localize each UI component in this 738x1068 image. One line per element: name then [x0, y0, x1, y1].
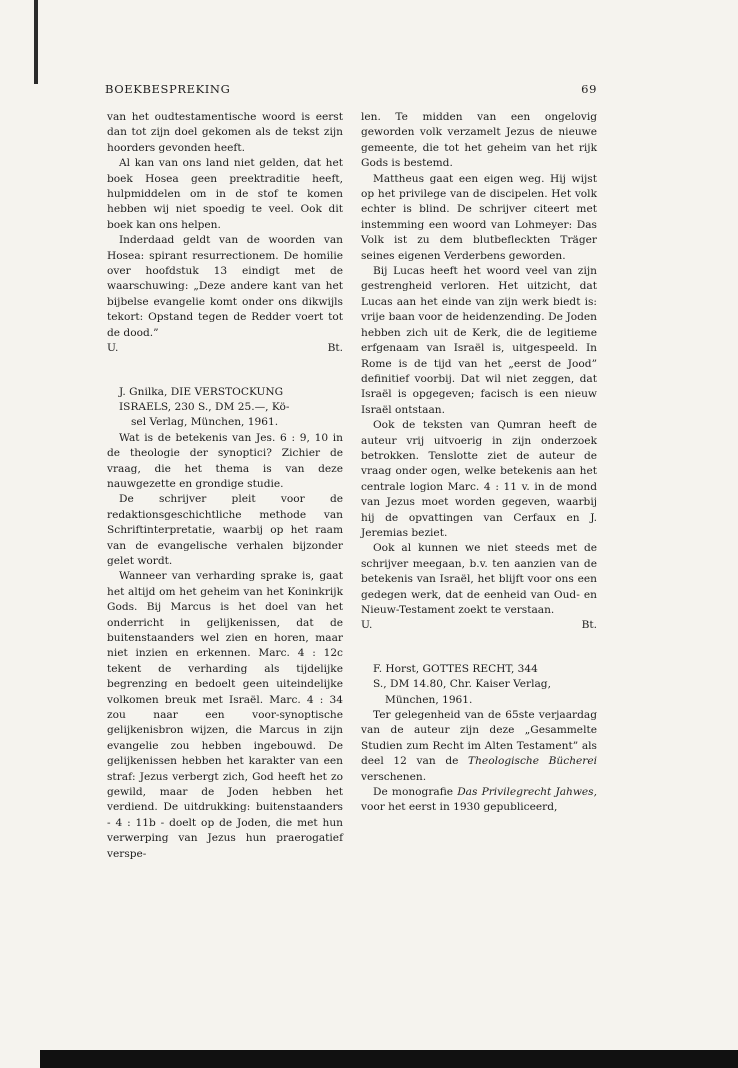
paragraph: Al kan van ons land niet gelden, dat het boek Hosea geen preektraditie heeft, hulpmiddelen om in de stof te komen hebben wij niet spoedig te veel. Ook dit boek kan ons helpen.	[107, 157, 343, 231]
running-title: BOEKBESPREKING	[105, 82, 231, 96]
right-column	[361, 110, 597, 816]
running-header	[105, 82, 597, 100]
paragraph-text: voor het eerst in 1930 gepubliceerd,	[361, 801, 558, 814]
paragraph: Wanneer van verharding sprake is, gaat het altijd om het geheim van het Koninkrijk Gods. Bij Marcus is het doel van het onderricht in gelijkenissen, dat de buitenstaanders wel zien en horen, maar niet inzien en erkennen. Marc. 4 : 12c tekent de verharding als tijdelijke begrenzing en bedoelt geen uiteindelijke volkomen breuk met Israël. Marc. 4 : 34 zou naar een voor-synoptische gelijkenisbron wijzen, die Marcus in zijn evangelie zou hebben ingebouwd. De gelijkenissen hebben het karakter van een straf: Jezus verbergt zich, God heeft het zo gewild, maar de Joden hebben het verdiend. De uitdrukking: buitenstaanders - 4 : 11b - doelt op de Joden, die met hun verwerping van Jezus hun praerogatief verspe-	[107, 570, 343, 860]
paragraph: Ook de teksten van Qumran heeft de auteur vrij uitvoerig in zijn onderzoek betrokken. Tenslotte ziet de auteur de vraag onder ogen, welke betekenis aan het centrale logion Marc. 4 : 11 v. in de mond van Jezus moet worden gegeven, waarbij hij de opvattingen van Cerfaux en J. Jeremias beziet.	[361, 419, 597, 539]
paragraph: van het oudtestamentische woord is eerst dan tot zijn doel gekomen als de tekst zijn hoorders gevonden heeft.	[107, 111, 343, 154]
paragraph-text: De monografie	[373, 786, 454, 799]
review-heading-line: ISRAELS, 230 S., DM 25.—, Kö-	[119, 400, 290, 413]
review-heading-line: F. Horst, GOTTES RECHT, 344	[373, 662, 538, 675]
review-heading-line: München, 1961.	[385, 693, 473, 706]
paragraph: Bij Lucas heeft het woord veel van zijn gestrengheid verloren. Het uitzicht, dat Lucas aan het einde van zijn werk biedt is: vrije baan voor de heidenzending. De Joden hebben zich uit de Kerk, die de legitieme erfgenaam van Israël is, uitgespeeld. In Rome is de tijd van het „eerst de Jood” definitief voorbij. Dat wil niet zeggen, dat Israël is opgegeven; facisch is een nieuw Israël ontstaan.	[361, 265, 597, 416]
paragraph: Wat is de betekenis van Jes. 6 : 9, 10 in de theologie der synoptici? Zichier de vraag, die het thema is van deze nauwgezette en grondige studie.	[107, 431, 343, 490]
paragraph-text: verschenen.	[361, 770, 427, 783]
paragraph: Inderdaad geldt van de woorden van Hosea: spirant resurrectionem. De homilie over hoofdstuk 13 eindigt met de waarschuwing: „Deze andere kant van het bijbelse evangelie komt onder ons dikwijls tekort: Opstand tegen de Redder voert tot de dood.”	[107, 234, 343, 339]
paragraph	[361, 785, 597, 816]
page-number: 69	[581, 82, 597, 96]
scan-edge-shadow	[34, 0, 38, 84]
review-heading-line: sel Verlag, München, 1961.	[131, 416, 279, 429]
signature-author: Bt.	[327, 342, 343, 355]
paragraph: Ook al kunnen we niet steeds met de schrijver meegaan, b.v. ten aanzien van de betekenis van Israël, het blijft voor ons een gedegen werk, dat de eenheid van Oud- en Nieuw-Testament zoekt te verstaan.	[361, 542, 597, 616]
review-heading	[361, 662, 597, 708]
monograph-title: Das Privilegrecht Jahwes,	[457, 786, 597, 799]
paragraph: len. Te midden van een ongelovig geworden volk verzamelt Jezus de nieuwe gemeente, die tot het geheim van het rijk Gods is bestemd.	[361, 111, 597, 170]
signature-initial: U.	[107, 342, 119, 355]
signature-line	[107, 341, 343, 356]
paragraph: De schrijver pleit voor de redaktionsgeschichtliche methode van Schriftinterpretatie, waarbij op het raam van de evangelische verhalen bijzonder gelet wordt.	[107, 493, 343, 567]
signature-line	[361, 618, 597, 633]
paragraph	[361, 708, 597, 785]
scan-bottom-border	[40, 1050, 738, 1068]
review-heading-line: J. Gnilka, DIE VERSTOCKUNG	[119, 385, 284, 398]
signature-author: Bt.	[581, 619, 597, 632]
review-heading	[107, 385, 343, 431]
paragraph-text: Ter gelegenheid van de 65ste verjaardag van de auteur zijn deze „Gesammelte Studien zum Recht im Alten Testament” als deel 12 van de	[361, 709, 597, 768]
paragraph: Mattheus gaat een eigen weg. Hij wijst op het privilege van de discipelen. Het volk echter is blind. De schrijver citeert met instemming een woord van Lohmeyer: Das Volk ist zu dem blutbefleckten Träger seines eigenen Verderbens geworden.	[361, 172, 597, 262]
review-heading-line: S., DM 14.80, Chr. Kaiser Verlag,	[373, 678, 551, 691]
book-series-title: Theologische Bücherei	[468, 755, 598, 768]
signature-initial: U.	[361, 619, 373, 632]
left-column	[107, 110, 343, 862]
